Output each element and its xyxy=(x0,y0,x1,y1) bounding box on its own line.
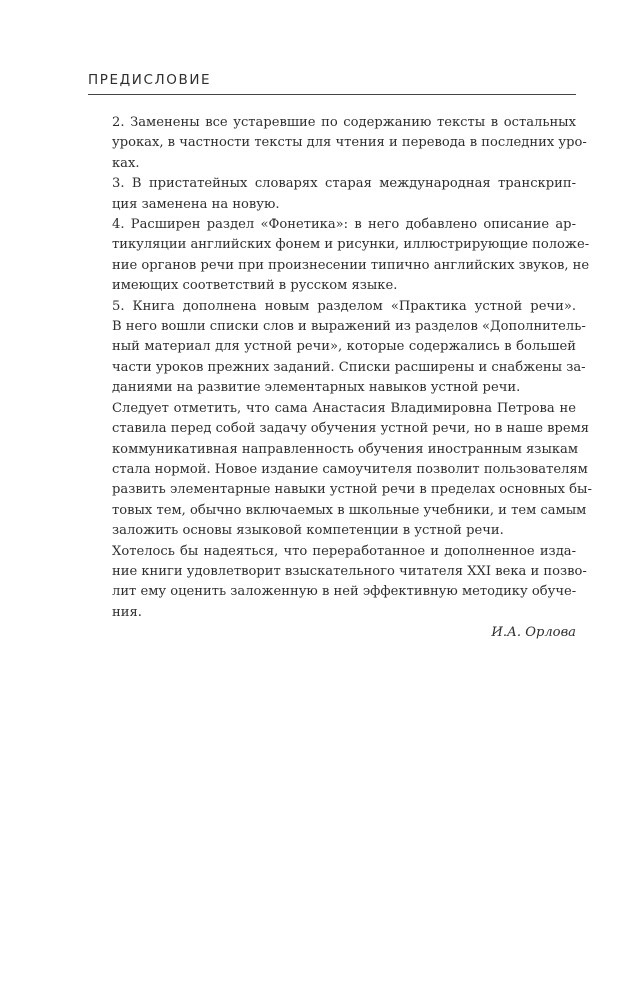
paragraph-4 xyxy=(88,297,586,399)
text-line: ках. xyxy=(112,155,140,171)
text-line: ния. xyxy=(112,604,142,620)
text-line: Хотелось бы надеяться, что переработанное и дополненное изда- xyxy=(112,543,576,559)
text-line: заложить основы языковой компетенции в устной речи. xyxy=(112,523,504,539)
paragraph-1 xyxy=(88,113,587,174)
body-text xyxy=(88,113,592,644)
paragraph-3 xyxy=(88,215,590,297)
text-line: части уроков прежних заданий. Списки расширены и снабжены за- xyxy=(112,359,586,375)
text-line: 4. Расширен раздел «Фонетика»: в него добавлено описание ар- xyxy=(112,217,576,233)
text-line: ный материал для устной речи», которые содержались в большей xyxy=(112,339,576,355)
text-line: В него вошли списки слов и выражений из разделов «Дополнитель- xyxy=(112,319,586,335)
text-line: стала нормой. Новое издание самоучителя позволит пользователям xyxy=(112,461,588,477)
text-line: ние книги удовлетворит взыскательного читателя XXI века и позво- xyxy=(112,563,587,579)
text-line: ция заменена на новую. xyxy=(112,196,280,212)
author-signature: И.А. Орлова xyxy=(491,625,576,641)
running-head: ПРЕДИСЛОВИЕ xyxy=(88,72,212,88)
text-line: 2. Заменены все устаревшие по содержанию тексты в остальных xyxy=(112,115,576,130)
text-line: уроках, в частности тексты для чтения и перевода в последних уро- xyxy=(112,135,587,151)
text-line: товых тем, обычно включаемых в школьные учебники, и тем самым xyxy=(112,502,587,518)
text-line: лит ему оценить заложенную в ней эффективную методику обуче- xyxy=(112,584,577,600)
text-line: ставила перед собой задачу обучения устной речи, но в наше время xyxy=(112,421,590,437)
header-rule xyxy=(88,94,576,95)
text-line: 3. В пристатейных словарях старая международная транскрип- xyxy=(112,176,576,192)
text-line: тикуляции английских фонем и рисунки, иллюстрирующие положе- xyxy=(112,237,590,253)
text-line: имеющих соответствий в русском языке. xyxy=(112,278,398,294)
text-line: ние органов речи при произнесении типично английских звуков, не xyxy=(112,257,590,273)
paragraph-2 xyxy=(88,174,576,215)
text-line: 5. Книга дополнена новым разделом «Практика устной речи». xyxy=(112,298,576,314)
text-line: Следует отметить, что сама Анастасия Владимировна Петрова не xyxy=(112,400,576,416)
paragraph-6 xyxy=(88,542,587,624)
text-line: даниями на развитие элементарных навыков устной речи. xyxy=(112,380,521,396)
text-line: развить элементарные навыки устной речи в пределах основных бы- xyxy=(112,482,592,498)
paragraph-5 xyxy=(88,399,592,542)
text-line: коммуникативная направленность обучения иностранным языкам xyxy=(112,441,579,457)
